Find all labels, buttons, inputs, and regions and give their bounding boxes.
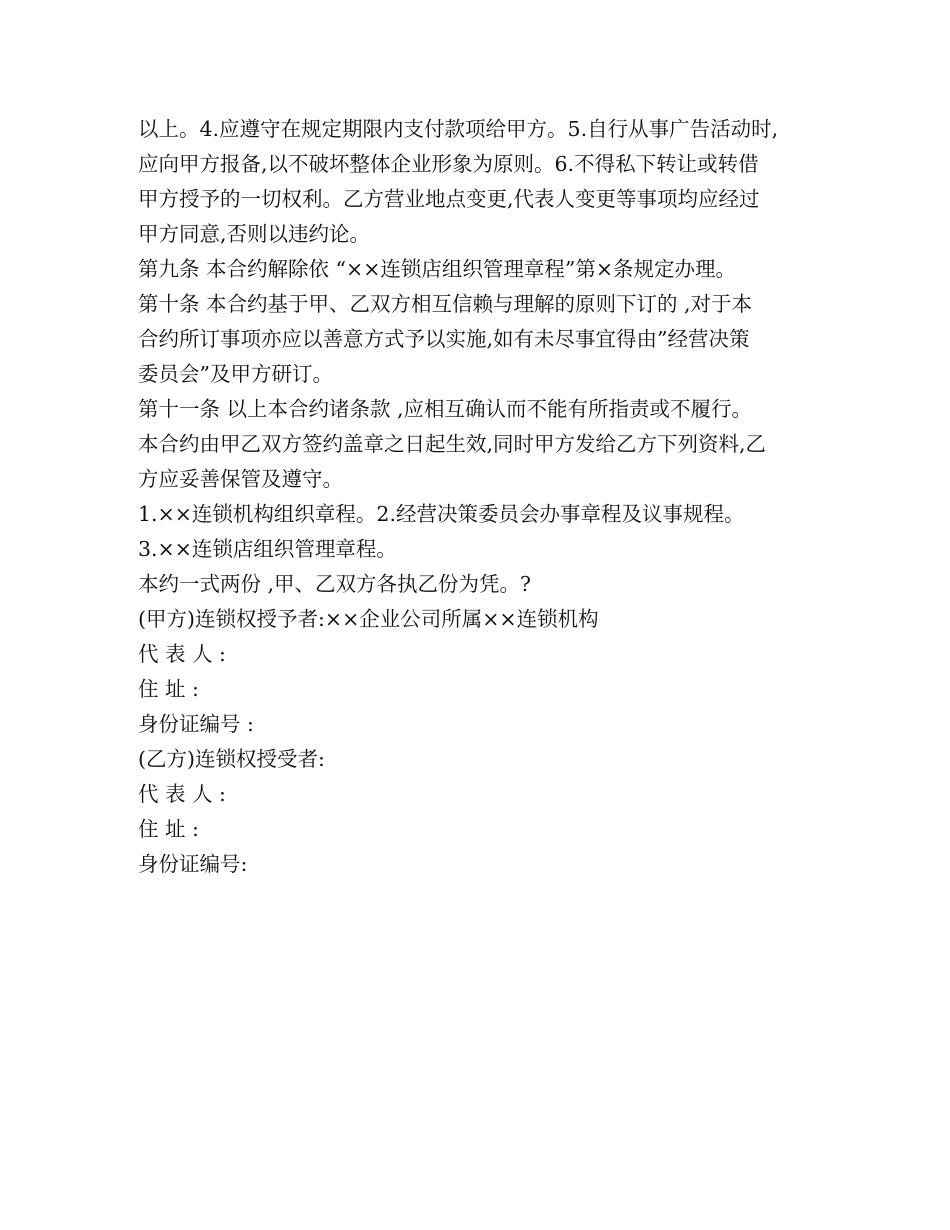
text-line-4: 甲方同意,否则以违约论。 bbox=[138, 222, 371, 246]
materials-list-line-2: 3.××连锁店组织管理章程。 bbox=[138, 537, 397, 561]
party-a-id-number: 身份证编号 : bbox=[138, 712, 254, 736]
party-a-heading: (甲方)连锁权授予者:××企业公司所属××连锁机构 bbox=[138, 607, 599, 631]
text-line-2: 应向甲方报备,以不破坏整体企业形象为原则。6.不得私下转让或转借 bbox=[138, 152, 759, 176]
party-b-id-number: 身份证编号: bbox=[138, 852, 248, 876]
article-9-line: 第九条 本合约解除依 “××连锁店组织管理章程”第×条规定办理。 bbox=[138, 257, 737, 281]
article-10-line-3: 委员会”及甲方研订。 bbox=[138, 362, 333, 386]
party-a-representative: 代 表 人 : bbox=[138, 642, 226, 666]
effective-clause-line-2: 方应妥善保管及遵守。 bbox=[138, 467, 343, 491]
text-line-3: 甲方授予的一切权利。乙方营业地点变更,代表人变更等事项均应经过 bbox=[138, 187, 760, 211]
effective-clause-line-1: 本合约由甲乙双方签约盖章之日起生效,同时甲方发给乙方下列资料,乙 bbox=[138, 432, 767, 456]
party-b-address: 住 址 : bbox=[138, 817, 199, 841]
article-11-line: 第十一条 以上本合约诸条款 ,应相互确认而不能有所指责或不履行。 bbox=[138, 397, 753, 421]
article-10-line-2: 合约所订事项亦应以善意方式予以实施,如有未尽事宜得由”经营决策 bbox=[138, 327, 750, 351]
contract-text-body bbox=[138, 112, 838, 882]
copies-clause-line: 本约一式两份 ,甲、乙双方各执乙份为凭。? bbox=[138, 572, 532, 596]
article-10-line-1: 第十条 本合约基于甲、乙双方相互信赖与理解的原则下订的 ,对于本 bbox=[138, 292, 753, 316]
text-line-1: 以上。4.应遵守在规定期限内支付款项给甲方。5.自行从事广告活动时, bbox=[138, 117, 779, 141]
materials-list-line-1: 1.××连锁机构组织章程。2.经营决策委员会办事章程及议事规程。 bbox=[138, 502, 745, 526]
party-a-address: 住 址 : bbox=[138, 677, 199, 701]
party-b-heading: (乙方)连锁权授受者: bbox=[138, 747, 325, 771]
party-b-representative: 代 表 人 : bbox=[138, 782, 226, 806]
